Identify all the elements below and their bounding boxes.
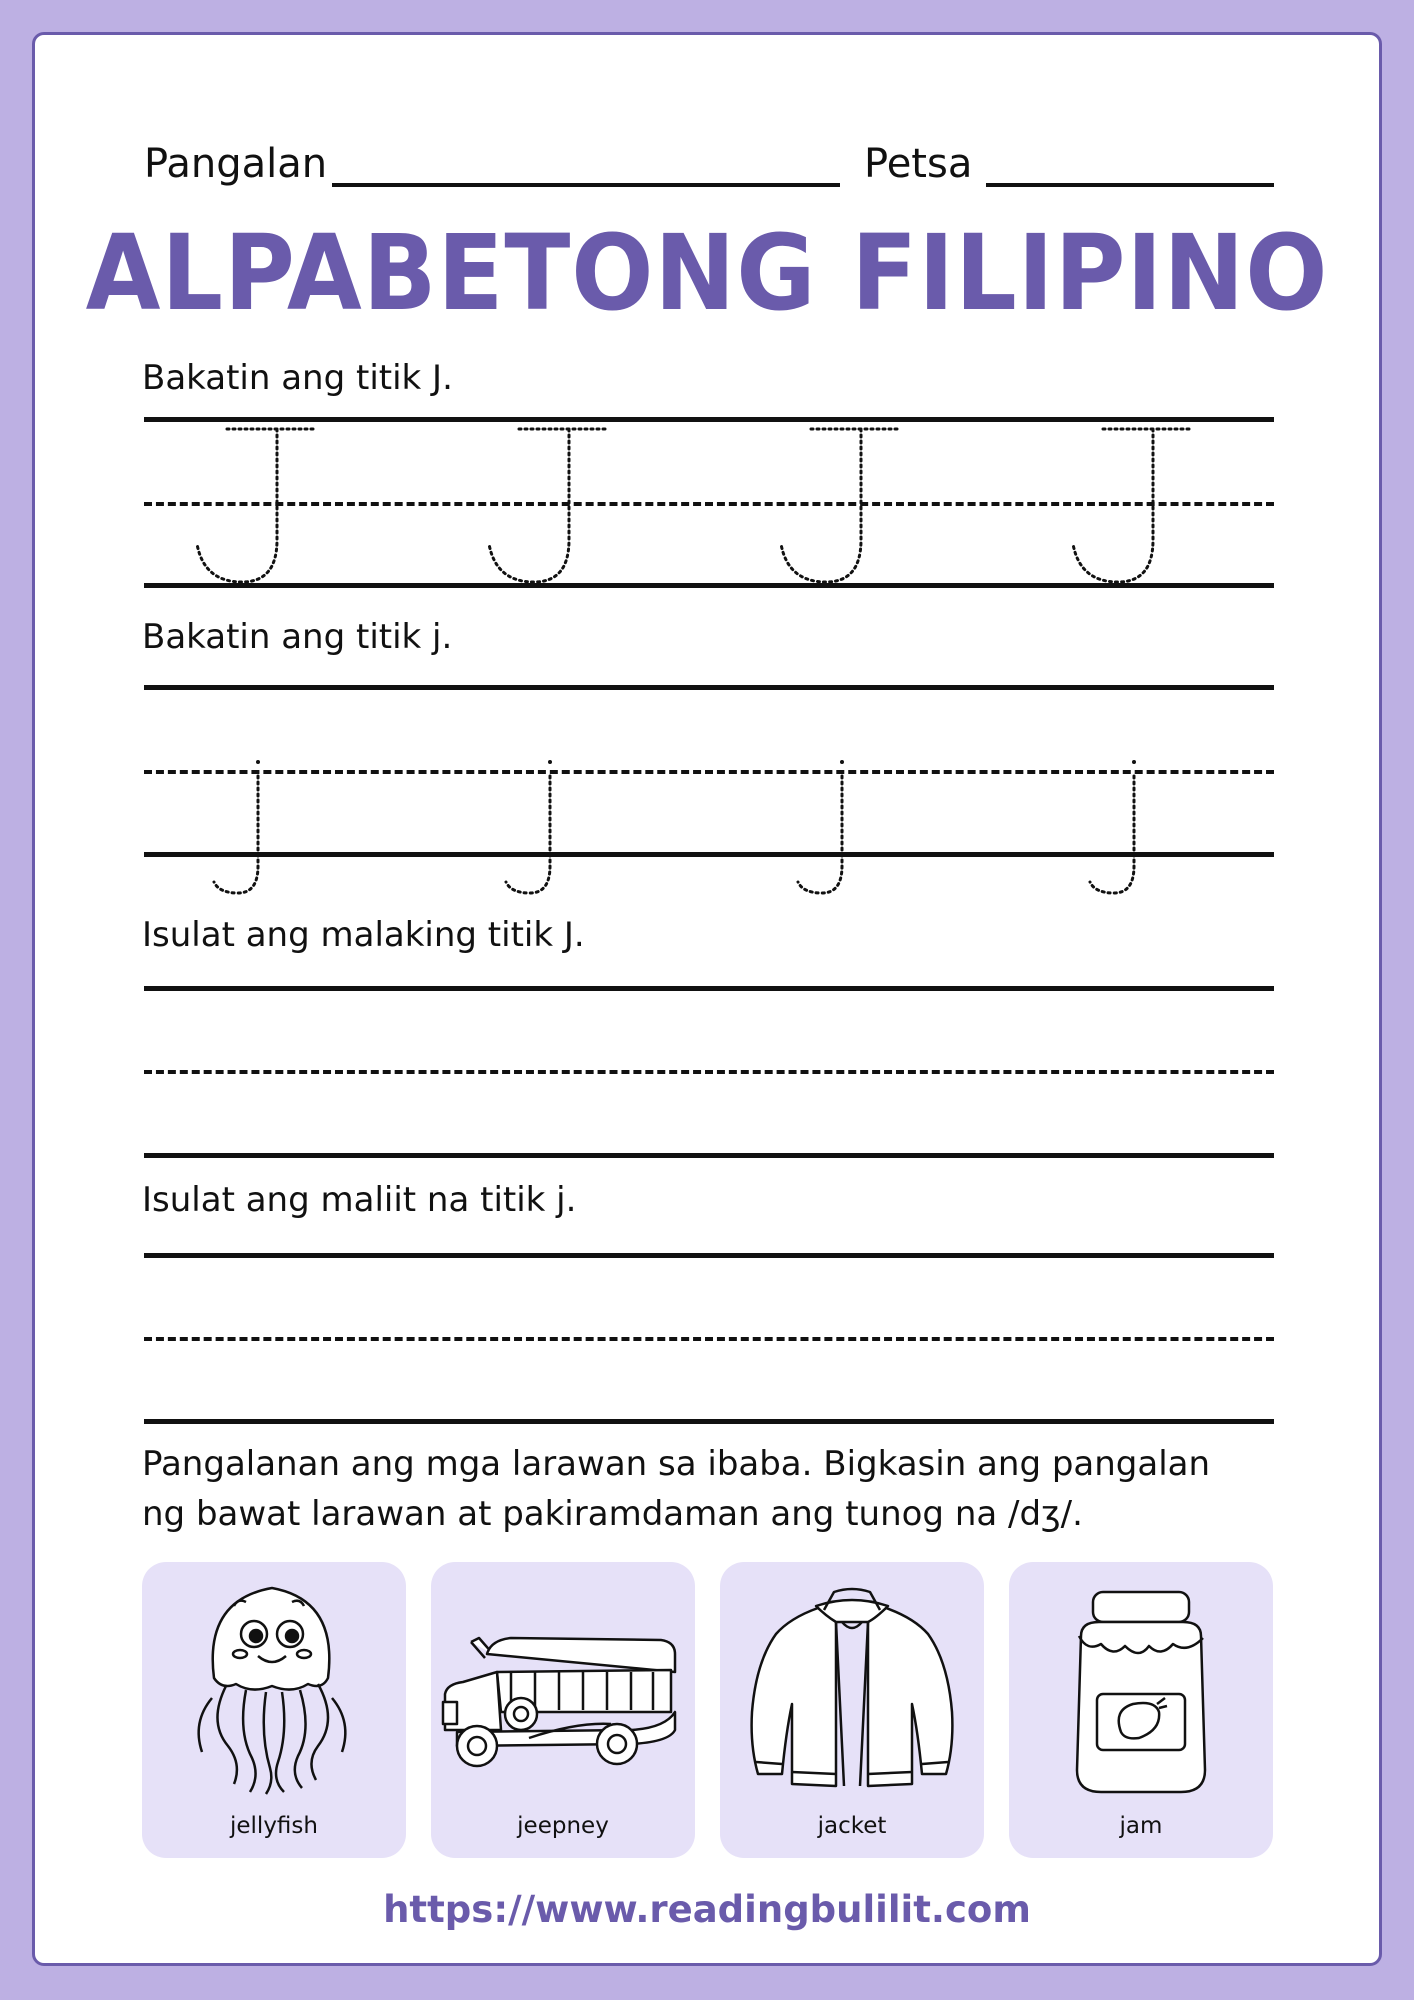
picture-label: jeepney [517,1813,609,1839]
trace-letter-lowercase-j [214,760,260,893]
name-label: Pangalan [144,141,328,187]
jeepney-icon [431,1562,695,1812]
jacket-icon [720,1562,984,1812]
section-instruction-trace-lowercase: Bakatin ang titik j. [142,617,453,657]
picture-label: jellyfish [230,1813,318,1839]
picture-card-jellyfish [142,1562,406,1858]
writing-mid-line[interactable] [144,1070,1274,1074]
writing-top-line[interactable] [144,1253,1274,1258]
page-title: ALPABETONG FILIPINO [85,212,1329,334]
trace-letter-lowercase-j [506,760,552,893]
jam-jar-icon [1009,1562,1273,1812]
writing-base-line[interactable] [144,1153,1274,1158]
jellyfish-icon [142,1562,406,1812]
picture-label: jam [1119,1813,1163,1839]
writing-base-line[interactable] [144,1419,1274,1424]
writing-mid-line[interactable] [144,1337,1274,1341]
picture-card-jeepney [431,1562,695,1858]
footer-url-link[interactable]: https://www.readingbulilit.com [383,1888,1031,1931]
picture-card-jacket [720,1562,984,1858]
picture-instruction-line-1: Pangalanan ang mga larawan sa ibaba. Bigkasin ang pangalan [142,1444,1211,1484]
section-instruction-write-uppercase: Isulat ang malaking titik J. [142,915,585,955]
date-label: Petsa [864,141,973,187]
trace-letter-lowercase-j [1090,760,1136,893]
section-instruction-write-lowercase: Isulat ang maliit na titik j. [142,1180,577,1220]
picture-instruction-line-2: ng bawat larawan at pakiramdaman ang tunog na /dʒ/. [142,1494,1083,1534]
picture-card-jam [1009,1562,1273,1858]
picture-label: jacket [817,1813,887,1839]
trace-letter-lowercase-j [798,760,844,893]
section-instruction-trace-uppercase: Bakatin ang titik J. [142,358,453,398]
writing-top-line[interactable] [144,986,1274,991]
